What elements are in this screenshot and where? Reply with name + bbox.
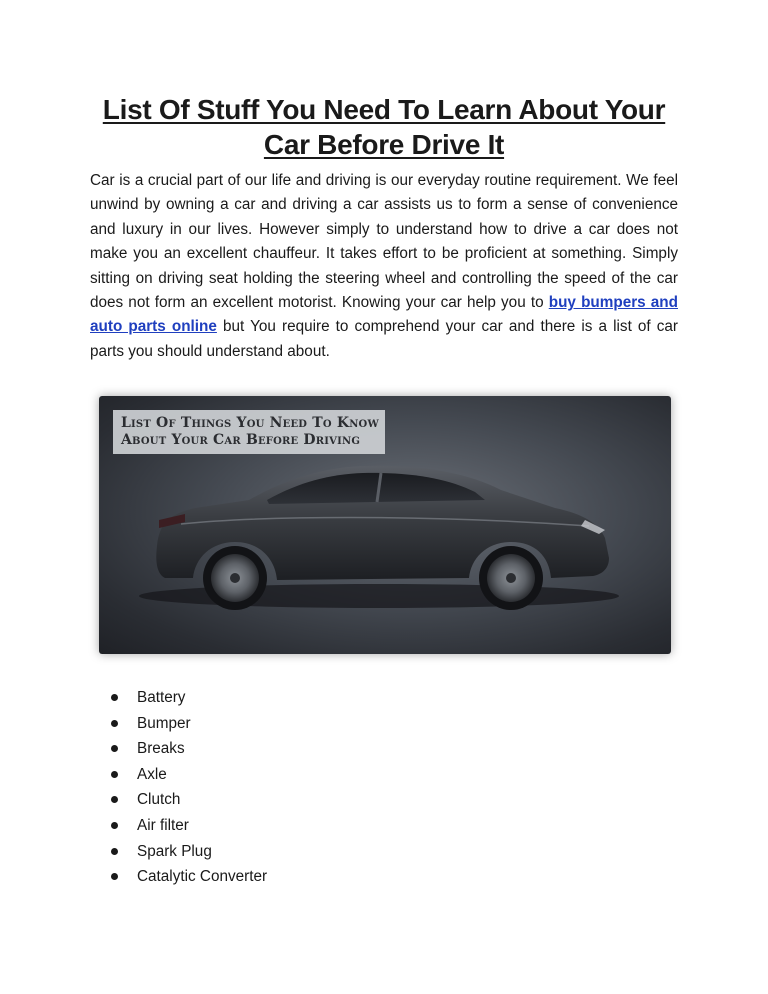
list-item-label: Clutch <box>137 791 181 809</box>
list-item-label: Spark Plug <box>137 842 212 860</box>
bullet-icon <box>111 848 118 855</box>
intro-text-end: but You require to comprehend your car and there is a list of car parts you should understand about. <box>90 318 679 360</box>
bullet-icon <box>111 796 118 803</box>
car-image <box>99 396 671 654</box>
document-page <box>90 92 679 886</box>
list-item <box>108 813 267 839</box>
list-item-label: Bumper <box>137 714 191 732</box>
list-item-label: Axle <box>137 765 167 783</box>
image-caption-banner <box>113 410 385 454</box>
list-item <box>108 685 267 711</box>
list-item <box>108 839 267 865</box>
page-title: List Of Stuff You Need To Learn About Your Car Before Drive It <box>102 94 666 160</box>
bullet-icon <box>111 720 118 727</box>
bullet-icon <box>111 694 118 701</box>
banner-line-2: About Your Car Before Driving <box>121 432 361 448</box>
list-item <box>108 864 267 890</box>
auto-parts-link[interactable]: buy bumpers and auto parts online <box>90 294 678 336</box>
bullet-icon <box>111 822 118 829</box>
bullet-icon <box>111 771 118 778</box>
list-item <box>108 762 267 788</box>
bullet-icon <box>111 873 118 880</box>
list-item-label: Breaks <box>137 740 185 758</box>
intro-paragraph <box>90 169 678 364</box>
front-wheel <box>479 546 543 610</box>
banner-line-1: List Of Things You Need To Know <box>121 415 379 431</box>
bullet-icon <box>111 745 118 752</box>
list-item-label: Battery <box>137 689 186 706</box>
list-item-label: Air filter <box>137 816 189 834</box>
car-parts-list <box>108 685 267 890</box>
list-item-label: Catalytic Converter <box>137 868 268 886</box>
list-item <box>108 711 267 737</box>
intro-text-start: Car is a crucial part of our life and driving is our everyday routine requirement. We feel unwind by owning a car and driving a car assists us to form a sense of convenience and luxury in our lives. However simply to understand how to drive a car does not make you an excellent chauffeur. It takes effort to be proficient at something. Simply sitting on driving seat holding the steering wheel and controlling the speed of the car does not form an excellent motorist. Knowing your car help you to <box>90 172 678 312</box>
list-item <box>108 736 267 762</box>
list-item <box>108 787 267 813</box>
rear-wheel <box>203 546 267 610</box>
